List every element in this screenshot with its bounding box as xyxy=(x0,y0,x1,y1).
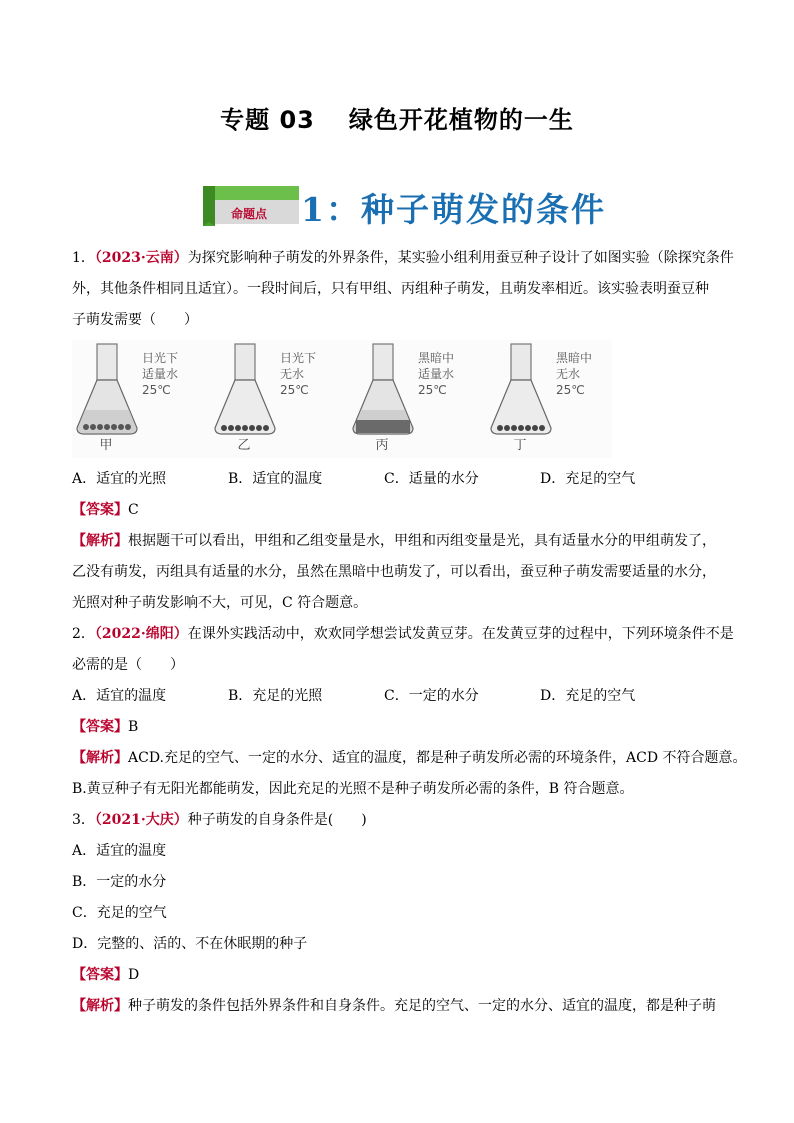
answer-value: C xyxy=(128,502,139,518)
analysis-tag: 【解析】 xyxy=(72,750,128,766)
option-a[interactable]: A．适宜的温度 xyxy=(72,843,167,859)
question-stem: 种子萌发的自身条件是( ) xyxy=(187,812,367,828)
flask-conditions: 日光下 适量水 25℃ xyxy=(142,351,179,397)
q3-stem-line-1 xyxy=(72,805,726,836)
q1-stem-line-2: 外，其他条件相同且适宜）。一段时间后，只有甲组、丙组种子萌发，且萌发率相近。该实验表明蚕豆种 xyxy=(72,281,709,297)
flask-conditions: 日光下 无水 25℃ xyxy=(280,351,317,397)
q2-analysis-line-2: B.黄豆种子有无阳光都能萌发，因此充足的光照不是种子萌发所必需的条件，B 符合题意。 xyxy=(72,781,634,797)
q1-analysis-line-1 xyxy=(72,526,726,557)
question-stem: 在课外实践活动中，欢欢同学想尝试发黄豆芽。在发黄豆芽的过程中，下列环境条件不是 xyxy=(187,626,734,642)
question-content xyxy=(72,243,747,1022)
q1-analysis-line-2: 乙没有萌发，丙组具有适量的水分，虽然在黑暗中也萌发了，可以看出，蚕豆种子萌发需要适量的水分， xyxy=(72,564,716,580)
q2-options xyxy=(72,681,726,712)
flask-jia xyxy=(72,340,212,458)
analysis-text: 根据题干可以看出，甲组和乙组变量是水，甲组和丙组变量是光，具有适量水分的甲组萌发了， xyxy=(128,533,716,549)
q2-answer xyxy=(72,712,726,743)
option-c[interactable]: C．一定的水分 xyxy=(384,688,479,704)
question-stem: 为探究影响种子萌发的外界条件，某实验小组利用蚕豆种子设计了如图实验（除探究条件 xyxy=(187,250,734,266)
answer-tag: 【答案】 xyxy=(72,967,128,983)
answer-tag: 【答案】 xyxy=(72,719,128,735)
option-c[interactable]: C．充足的空气 xyxy=(72,905,167,921)
analysis-tag: 【解析】 xyxy=(72,998,128,1014)
question-number: 2． xyxy=(72,626,95,642)
question-number: 1． xyxy=(72,250,95,266)
q2-stem-line-1 xyxy=(72,619,734,650)
flask-bing xyxy=(348,340,488,458)
topic-heading: 1：种子萌发的条件 xyxy=(301,190,606,229)
q1-analysis-line-3: 光照对种子萌发影响不大，可见，C 符合题意。 xyxy=(72,595,368,611)
analysis-text: 种子萌发的条件包括外界条件和自身条件。充足的空气、一定的水分、适宜的温度，都是种子萌 xyxy=(128,998,716,1014)
option-b[interactable]: B．一定的水分 xyxy=(72,874,167,890)
option-a[interactable]: A．适宜的温度 xyxy=(72,688,167,704)
option-d[interactable]: D．完整的、活的、不在休眠期的种子 xyxy=(72,936,308,952)
option-a[interactable]: A．适宜的光照 xyxy=(72,471,167,487)
flask-icon xyxy=(486,340,556,440)
option-d[interactable]: D．充足的空气 xyxy=(540,471,636,487)
flask-icon xyxy=(210,340,280,440)
q1-options xyxy=(72,464,726,495)
q1-answer xyxy=(72,495,726,526)
question-source: （2022·绵阳） xyxy=(94,626,188,642)
answer-value: D xyxy=(128,967,140,983)
q3-answer xyxy=(72,960,726,991)
q1-stem-line-3: 子萌发需要（ ） xyxy=(72,312,198,328)
experiment-figure xyxy=(72,340,726,460)
topic-badge-text: 命题点 xyxy=(231,207,268,221)
flask-label: 丁 xyxy=(513,438,527,453)
flask-label: 丙 xyxy=(375,438,389,453)
q3-analysis-line-1 xyxy=(72,991,726,1022)
topic-badge-icon xyxy=(203,186,299,226)
analysis-tag: 【解析】 xyxy=(72,533,128,549)
answer-value: B xyxy=(128,719,139,735)
option-c[interactable]: C．适量的水分 xyxy=(384,471,479,487)
flask-conditions: 黑暗中 适量水 25℃ xyxy=(418,351,455,397)
title-code: 专题 03 xyxy=(220,106,315,134)
option-b[interactable]: B．适宜的温度 xyxy=(228,471,323,487)
flask-icon xyxy=(72,340,142,440)
question-source: （2023·云南） xyxy=(94,250,188,266)
flask-icon xyxy=(348,340,418,440)
analysis-text: ACD.充足的空气、一定的水分、适宜的温度，都是种子萌发所必需的环境条件，ACD 不符合题意。 xyxy=(128,750,747,766)
flask-label: 甲 xyxy=(99,438,113,453)
q2-stem-line-2: 必需的是（ ） xyxy=(72,657,184,673)
title-name: 绿色开花植物的一生 xyxy=(348,106,574,134)
flask-yi xyxy=(210,340,350,458)
q2-analysis-line-1 xyxy=(72,743,747,774)
answer-tag: 【答案】 xyxy=(72,502,128,518)
page-title xyxy=(0,100,794,135)
flask-label: 乙 xyxy=(237,438,251,453)
flask-conditions: 黑暗中 无水 25℃ xyxy=(556,351,593,397)
question-source: （2021·大庆） xyxy=(94,812,188,828)
option-d[interactable]: D．充足的空气 xyxy=(540,688,636,704)
q1-stem-line-1 xyxy=(72,243,734,274)
flask-ding xyxy=(486,340,626,458)
option-b[interactable]: B．充足的光照 xyxy=(228,688,323,704)
question-number: 3． xyxy=(72,812,95,828)
